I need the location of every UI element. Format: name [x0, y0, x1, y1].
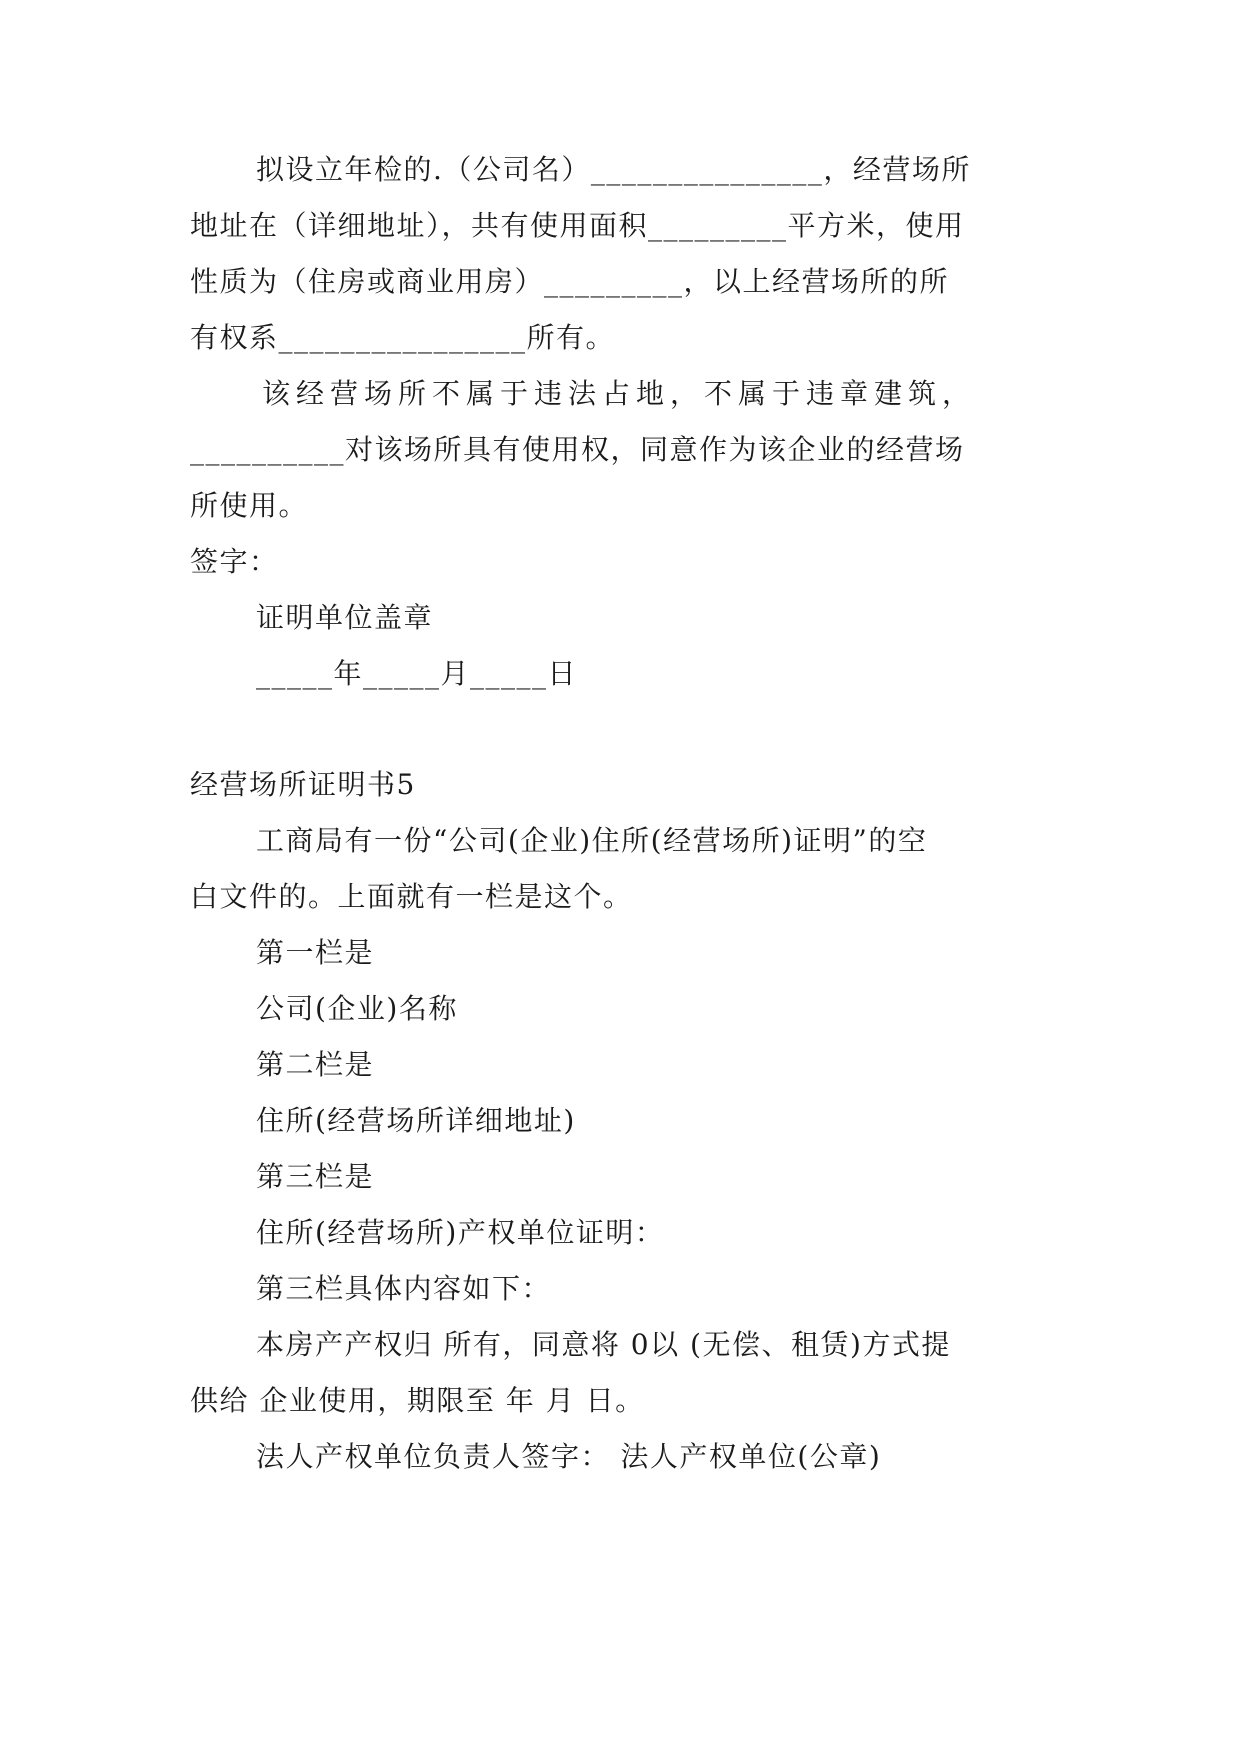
para2-line2: __________对该场所具有使用权，同意作为该企业的经营场	[190, 433, 965, 466]
para1-line3: 性质为（住房或商业用房）_________，以上经营场所的所	[190, 265, 950, 298]
para1-line4: 有权系________________所有。	[190, 321, 616, 354]
sign-label: 签字：	[190, 545, 279, 578]
signature-line: 法人产权单位负责人签字： 法人产权单位(公章)	[256, 1440, 882, 1473]
para3-line1: 工商局有一份“公司(企业)住所(经营场所)证明”的空	[256, 824, 928, 857]
para4-line1: 本房产产权归 所有，同意将 0以 (无偿、租赁)方式提	[256, 1328, 951, 1361]
col1-value: 公司(企业)名称	[256, 992, 458, 1025]
col3-detail-label: 第三栏具体内容如下：	[256, 1272, 552, 1305]
para3-line2: 白文件的。上面就有一栏是这个。	[190, 880, 633, 913]
col2-label: 第二栏是	[256, 1048, 375, 1081]
col1-label: 第一栏是	[256, 936, 375, 969]
para4-line2: 供给 企业使用，期限至 年 月 日。	[190, 1384, 645, 1417]
para2-line1: 该经营场所不属于违法占地，不属于违章建筑，	[262, 377, 977, 410]
para1-line1: 拟设立年检的.（公司名）_______________，经营场所	[256, 153, 971, 186]
col2-value: 住所(经营场所详细地址)	[256, 1104, 576, 1137]
col3-value: 住所(经营场所)产权单位证明：	[256, 1216, 665, 1249]
para1-line2: 地址在（详细地址），共有使用面积_________平方米，使用	[190, 209, 965, 242]
para2-line3: 所使用。	[190, 489, 309, 522]
section-title: 经营场所证明书5	[190, 768, 416, 801]
col3-label: 第三栏是	[256, 1160, 375, 1193]
seal-label: 证明单位盖章	[256, 601, 434, 634]
date-line: _____年_____月_____日	[256, 657, 578, 690]
